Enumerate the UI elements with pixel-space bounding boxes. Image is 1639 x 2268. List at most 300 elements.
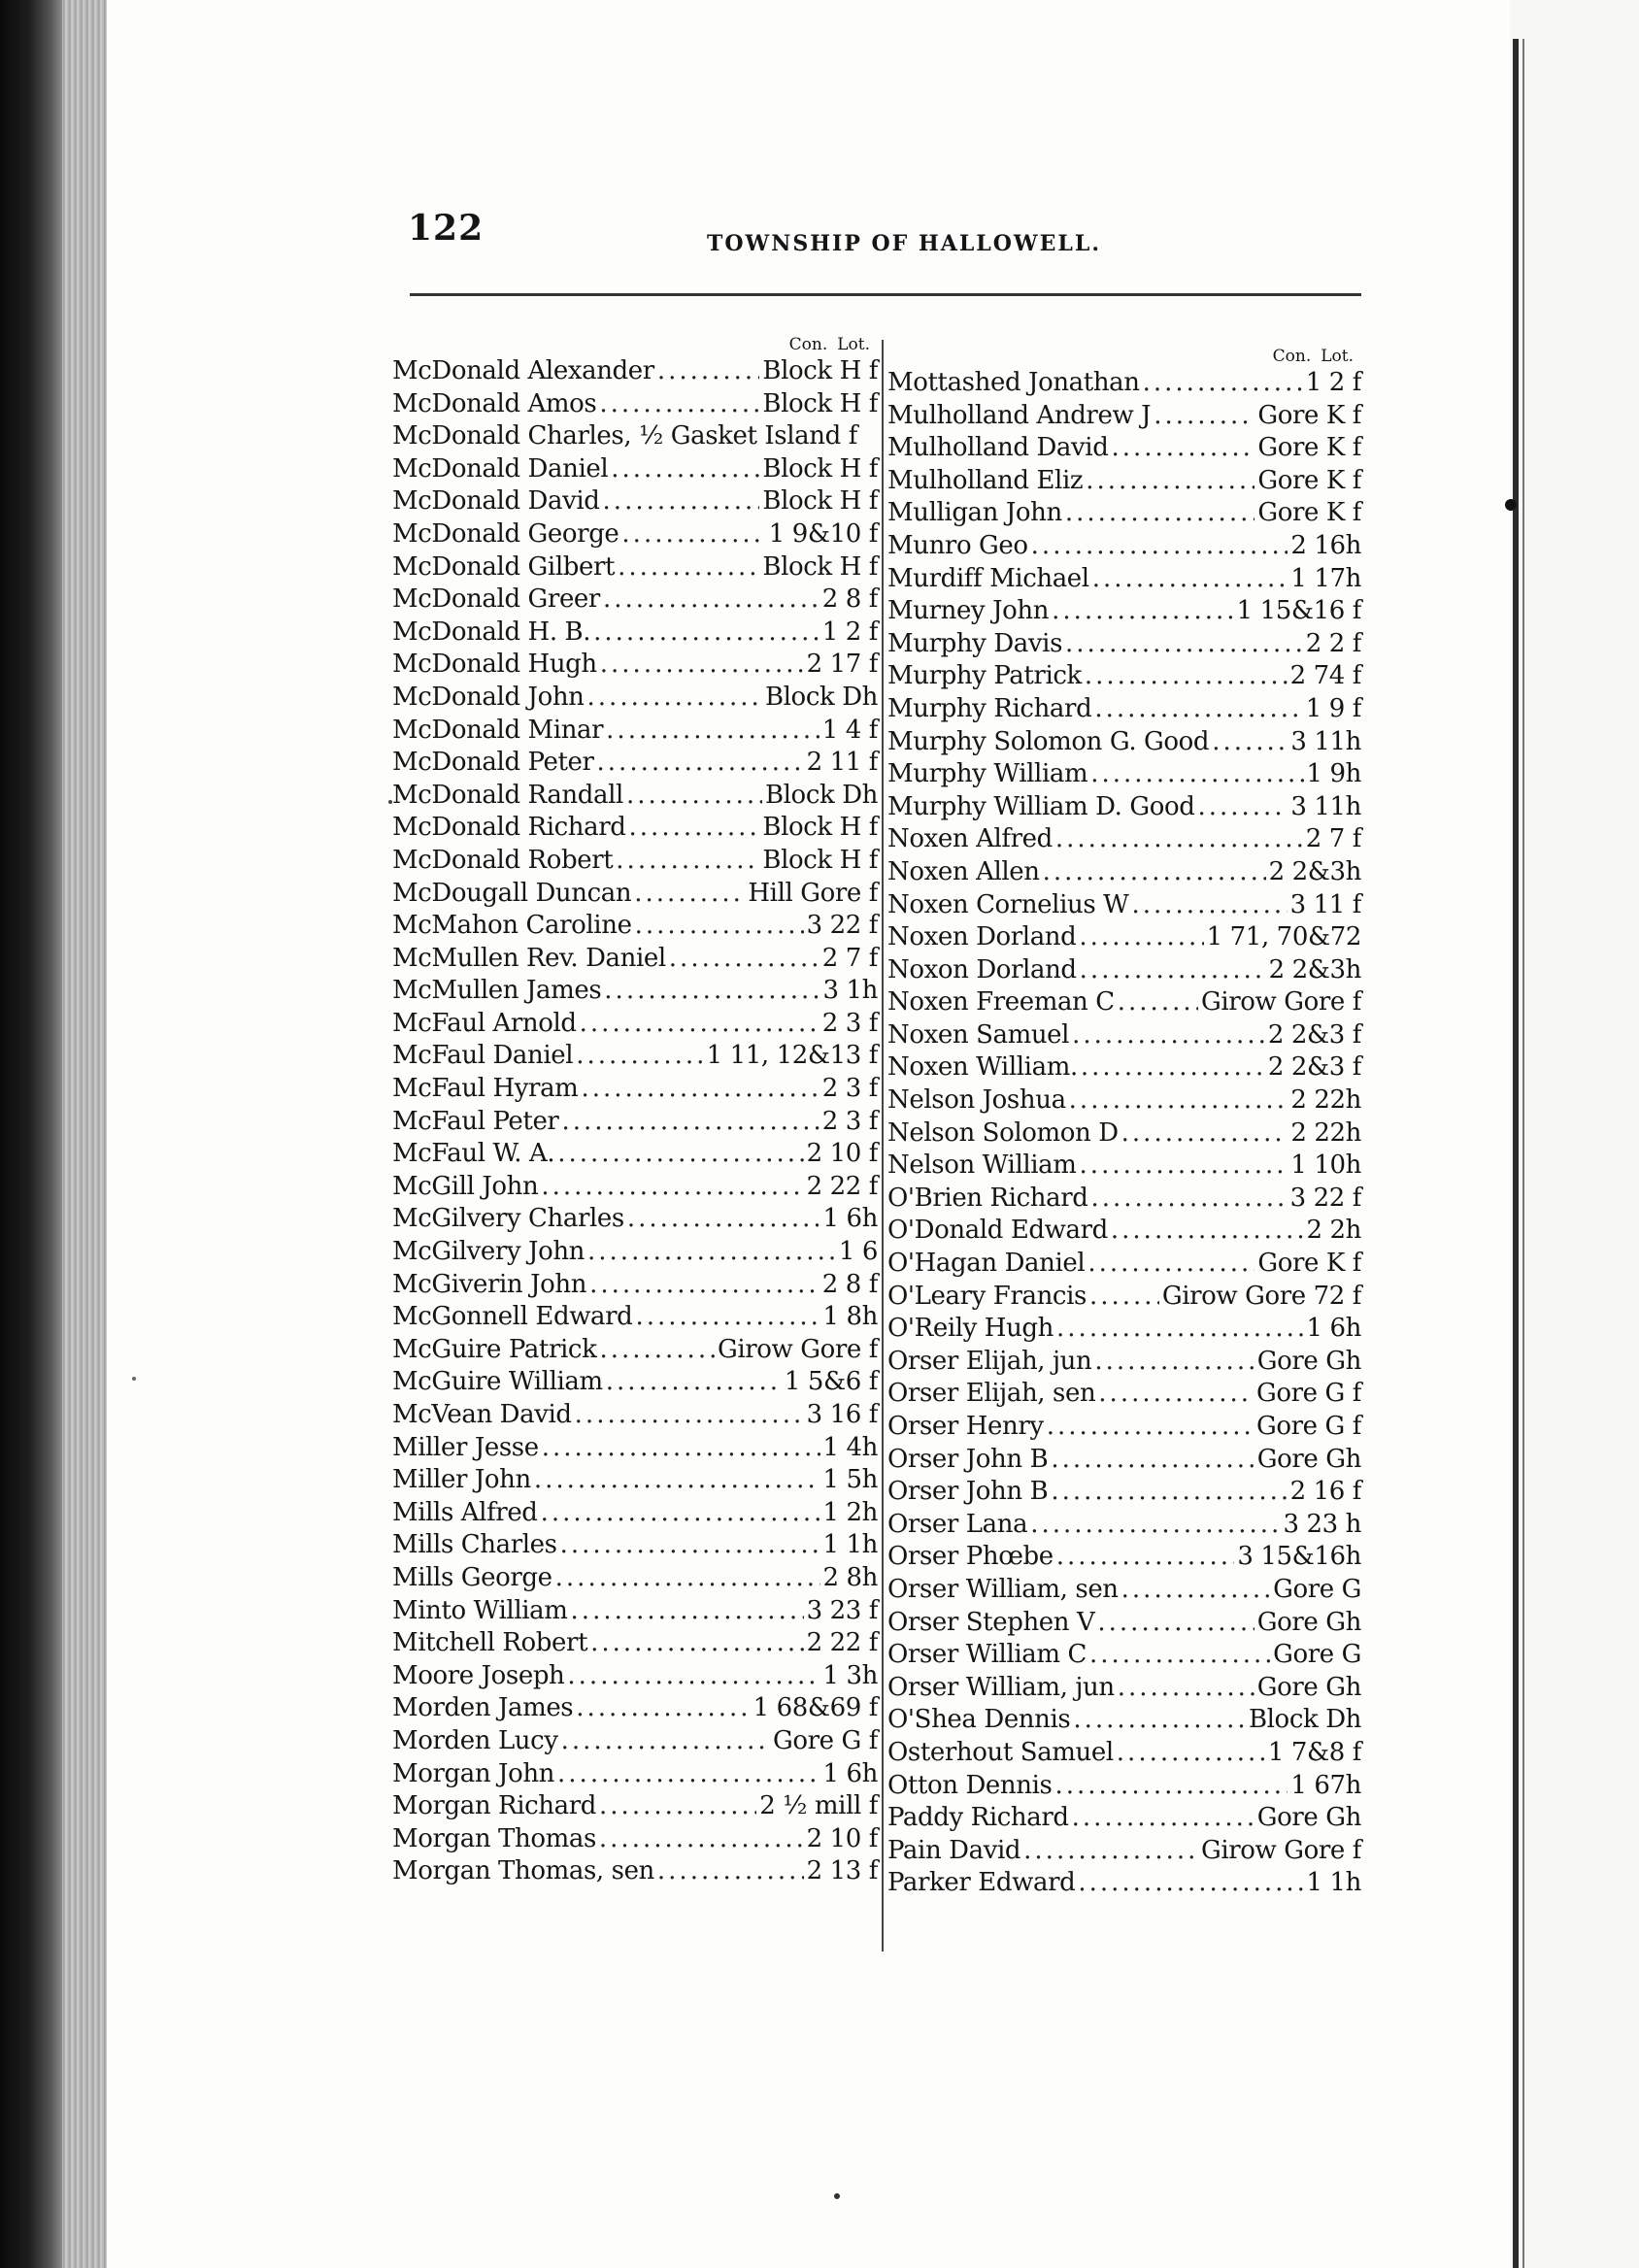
resident-name: Murphy William (887, 759, 1088, 789)
directory-entry (392, 1432, 878, 1465)
leader-dots (1056, 1313, 1303, 1346)
directory-entry (392, 1725, 878, 1758)
resident-name: McDonald Charles, ½ Gasket Island f (392, 421, 857, 451)
leader-dots (599, 1823, 804, 1856)
leader-dots (1089, 1281, 1159, 1314)
concession-lot: 1 6 (838, 1237, 878, 1267)
concession-lot: 2 3 f (821, 1106, 878, 1136)
right-column-header (880, 346, 1361, 367)
concession-lot: Gore Gh (1256, 1346, 1361, 1376)
resident-name: Orser Henry (887, 1412, 1044, 1441)
resident-name: Mulholland David (887, 433, 1109, 463)
resident-name: McDonald Amos (392, 388, 597, 418)
concession-lot: 2 10 f (806, 1823, 878, 1853)
concession-lot: 1 3h (822, 1660, 878, 1690)
right-column (880, 346, 1361, 1900)
directory-entry (880, 921, 1361, 954)
leader-dots (597, 747, 804, 780)
resident-name: Mills Charles (392, 1530, 557, 1560)
resident-name: Otton Dennis (887, 1770, 1053, 1800)
concession-lot: Girow Gore f (717, 1334, 878, 1364)
concession-lot: Block H f (762, 845, 878, 875)
resident-name: Mills Alfred (392, 1497, 538, 1527)
resident-name: Murdiff Michael (887, 563, 1089, 593)
leader-dots (541, 1497, 820, 1530)
leader-dots (1069, 1084, 1288, 1117)
directory-entry (880, 856, 1361, 889)
resident-name: Nelson William (887, 1151, 1077, 1181)
lot-heading: Lot. (837, 335, 870, 354)
concession-lot: 2 16 f (1289, 1477, 1361, 1507)
directory-entry (392, 1040, 878, 1073)
resident-name: Noxen Samuel (887, 1019, 1070, 1050)
resident-name: O'Reily Hugh (887, 1314, 1054, 1344)
concession-lot: 2 8h (822, 1562, 878, 1592)
directory-entry (392, 1660, 878, 1693)
resident-name: Mulholland Andrew J (887, 400, 1152, 430)
leader-dots (1086, 465, 1254, 498)
directory-entry (392, 1366, 878, 1399)
resident-name: Minto William (392, 1595, 568, 1625)
concession-lot: Girow Gore f (1200, 1835, 1361, 1865)
resident-name: McDonald Minar (392, 715, 604, 745)
resident-name: Parker Edward (887, 1868, 1076, 1898)
directory-entry (392, 1497, 878, 1530)
concession-lot: 2 17 f (806, 650, 878, 680)
resident-name: Murney John (887, 596, 1050, 626)
concession-lot: 2 3 f (821, 1074, 878, 1104)
header-rule (410, 293, 1361, 296)
concession-lot: 2 22h (1290, 1085, 1361, 1116)
concession-lot: 3 11h (1290, 726, 1361, 756)
leader-dots (1092, 563, 1288, 596)
concession-lot: Block H f (762, 356, 878, 385)
concession-lot: 3 22 f (1289, 1183, 1361, 1213)
concession-lot: 3 23 f (806, 1595, 878, 1625)
concession-lot: 1 4h (822, 1432, 878, 1462)
resident-name: McVean David (392, 1400, 572, 1429)
leader-dots (1121, 1574, 1270, 1607)
directory-entry (880, 595, 1361, 628)
concession-lot: Girow Gore f (1200, 987, 1361, 1017)
resident-name: McGiverin John (392, 1269, 587, 1299)
directory-entry (392, 845, 878, 878)
leader-dots (1080, 1150, 1288, 1183)
resident-name: McDonald Alexander (392, 356, 654, 385)
leader-dots (1098, 1378, 1254, 1411)
resident-name: O'Shea Dennis (887, 1705, 1071, 1735)
concession-lot: 2 2 f (1305, 628, 1361, 658)
leader-dots (618, 551, 759, 584)
concession-lot: Block Dh (764, 682, 878, 712)
resident-name: McDonald H. B. (392, 617, 591, 647)
resident-name: McGilvery John (392, 1237, 585, 1267)
concession-lot: Girow Gore 72 f (1161, 1281, 1361, 1311)
leader-dots (1118, 986, 1198, 1019)
running-head: TOWNSHIP OF HALLOWELL. (707, 231, 1101, 256)
leader-dots (593, 617, 820, 650)
concession-lot: Gore K f (1257, 433, 1361, 463)
resident-name: Murphy Davis (887, 628, 1063, 658)
leader-dots (657, 355, 760, 388)
leader-dots (1085, 660, 1288, 693)
concession-lot: 1 71, 70&72 (1206, 922, 1361, 952)
resident-name: Miller Jesse (392, 1432, 539, 1462)
leader-dots (576, 1692, 750, 1725)
concession-lot: Gore G f (1256, 1412, 1361, 1441)
concession-lot: 2 2&3 f (1267, 1019, 1361, 1050)
directory-entry (392, 617, 878, 650)
concession-lot: 2 8 f (821, 584, 878, 615)
directory-entry (880, 1313, 1361, 1346)
leader-dots (1065, 497, 1255, 530)
concession-lot: 2 13 f (806, 1856, 878, 1886)
directory-entry (392, 975, 878, 1008)
directory-entry (392, 1855, 878, 1888)
leader-dots (1094, 1346, 1254, 1379)
concession-lot: 2 11 f (806, 748, 878, 778)
right-entry-list (880, 367, 1361, 1900)
concession-lot: 1 10h (1290, 1151, 1361, 1181)
directory-entry (880, 1183, 1361, 1216)
resident-name: Morden James (392, 1693, 574, 1723)
directory-entry (880, 1802, 1361, 1835)
resident-name: Mitchell Robert (392, 1628, 588, 1658)
directory-entry (880, 693, 1361, 726)
resident-name: McDonald Robert (392, 845, 614, 875)
resident-name: Munro Geo (887, 530, 1028, 560)
leader-dots (1097, 1607, 1254, 1640)
leader-dots (635, 910, 804, 943)
directory-entry (880, 726, 1361, 759)
concession-lot: 3 11 f (1289, 889, 1361, 919)
resident-name: Miller John (392, 1465, 531, 1495)
concession-lot: Block Dh (764, 780, 878, 810)
directory-entry (880, 986, 1361, 1019)
left-column-header (392, 334, 878, 355)
concession-lot: 2 ½ mill f (759, 1791, 878, 1821)
concession-lot: 1 5h (822, 1465, 878, 1495)
resident-name: O'Hagan Daniel (887, 1249, 1086, 1279)
resident-name: Orser Elijah, jun (887, 1346, 1092, 1376)
resident-name: Mills George (392, 1562, 552, 1592)
concession-lot: 3 22 f (806, 911, 878, 941)
directory-entry (880, 497, 1361, 530)
leader-dots (1031, 530, 1288, 563)
page-stack-edge (62, 0, 107, 2268)
resident-name: McDonald Peter (392, 748, 594, 778)
directory-entry (392, 1106, 878, 1139)
directory-entry (392, 1399, 878, 1432)
directory-entry (392, 1823, 878, 1856)
directory-entry (880, 530, 1361, 563)
resident-name: McDonald Randall (392, 780, 623, 810)
leader-dots (1094, 693, 1302, 726)
leader-dots (581, 1073, 819, 1106)
concession-lot: 1 67h (1290, 1770, 1361, 1800)
concession-lot: Block Dh (1248, 1705, 1361, 1735)
resident-name: McFaul W. A. (392, 1139, 555, 1169)
resident-name: Mulholland Eliz (887, 465, 1084, 495)
directory-entry (392, 420, 878, 453)
resident-name: Morgan John (392, 1758, 555, 1788)
leader-dots (635, 1301, 820, 1334)
directory-entry (880, 432, 1361, 465)
leader-dots (657, 1855, 804, 1888)
concession-lot: 2 2&3h (1268, 954, 1361, 984)
directory-entry (880, 1411, 1361, 1444)
resident-name: O'Brien Richard (887, 1183, 1088, 1213)
directory-entry (880, 465, 1361, 498)
leader-dots (1054, 1770, 1288, 1803)
directory-entry (880, 367, 1361, 400)
directory-entry (392, 878, 878, 911)
concession-lot: 1 8h (822, 1302, 878, 1332)
resident-name: Orser William, jun (887, 1672, 1115, 1702)
resident-name: Morgan Thomas (392, 1823, 596, 1853)
leader-dots (1143, 367, 1303, 400)
resident-name: McDougall Duncan (392, 878, 632, 908)
directory-entry (392, 1203, 878, 1236)
leader-dots (1117, 1737, 1265, 1770)
directory-entry (880, 1248, 1361, 1281)
concession-lot: 3 23 h (1283, 1509, 1361, 1539)
directory-entry (392, 715, 878, 748)
directory-entry (880, 1541, 1361, 1574)
leader-dots (627, 1203, 820, 1236)
directory-entry (880, 1607, 1361, 1640)
directory-entry (392, 747, 878, 780)
directory-entry (392, 584, 878, 617)
directory-entry (392, 518, 878, 551)
directory-entry (392, 388, 878, 421)
leader-dots (600, 649, 804, 682)
concession-lot: 2 22h (1290, 1117, 1361, 1148)
directory-entry (880, 628, 1361, 661)
directory-entry (392, 1464, 878, 1497)
facing-page-border-thin (1522, 39, 1524, 2268)
leader-dots (1090, 1183, 1287, 1216)
concession-lot: Gore K f (1257, 1249, 1361, 1279)
resident-name: Orser Stephen V (887, 1607, 1095, 1637)
directory-entry (880, 1444, 1361, 1477)
leader-dots (611, 453, 759, 486)
directory-entry (392, 1529, 878, 1562)
concession-lot: Gore G f (1256, 1379, 1361, 1409)
leader-dots (606, 1366, 782, 1399)
directory-entry (880, 1378, 1361, 1411)
leader-dots (599, 1790, 756, 1823)
leader-dots (575, 1399, 804, 1432)
leader-dots (1073, 1704, 1246, 1737)
resident-name: McGuire Patrick (392, 1334, 597, 1364)
facing-page-border (1513, 39, 1519, 2268)
directory-entry (880, 1867, 1361, 1900)
leader-dots (1078, 1867, 1303, 1900)
resident-name: McFaul Hyram (392, 1074, 579, 1104)
leader-dots (1051, 1476, 1287, 1509)
resident-name: McFaul Peter (392, 1106, 559, 1136)
leader-dots (561, 1106, 819, 1139)
directory-entry (880, 1215, 1361, 1248)
concession-lot: 2 16h (1290, 530, 1361, 560)
resident-name: Mulligan John (887, 498, 1062, 528)
resident-name: O'Donald Edward (887, 1216, 1108, 1246)
leader-dots (542, 1432, 820, 1465)
concession-lot: 2 2&3h (1268, 856, 1361, 886)
resident-name: McGill John (392, 1171, 539, 1201)
concession-lot: 2 2h (1306, 1216, 1361, 1246)
resident-name: Noxen Allen (887, 856, 1040, 886)
resident-name: Morgan Richard (392, 1791, 597, 1821)
directory-entry (392, 943, 878, 976)
concession-lot: 1 15&16 f (1236, 596, 1361, 626)
left-column (392, 334, 878, 1888)
concession-lot: 3 15&16h (1237, 1542, 1361, 1572)
directory-entry (880, 1737, 1361, 1770)
leader-dots (587, 1236, 836, 1269)
leader-dots (616, 845, 759, 878)
resident-name: McMullen James (392, 976, 602, 1006)
directory-entry (880, 1019, 1361, 1052)
directory-entry (392, 1008, 878, 1041)
concession-lot: 1 1h (1306, 1868, 1361, 1898)
resident-name: McFaul Arnold (392, 1008, 577, 1038)
concession-lot: 1 1h (822, 1530, 878, 1560)
directory-entry (392, 1790, 878, 1823)
leader-dots (634, 878, 745, 911)
resident-name: McGilvery Charles (392, 1204, 624, 1234)
concession-lot: Gore G (1273, 1640, 1361, 1670)
concession-lot: Gore G f (773, 1725, 878, 1755)
concession-lot: 2 8 f (821, 1269, 878, 1299)
resident-name: McDonald Gilbert (392, 551, 616, 582)
directory-entry (392, 1692, 878, 1725)
con-heading: Con. (788, 335, 828, 354)
resident-name: Noxen William. (887, 1052, 1078, 1083)
resident-name: Osterhout Samuel (887, 1737, 1114, 1767)
resident-name: Orser Phœbe (887, 1542, 1054, 1572)
concession-lot: Gore K f (1257, 400, 1361, 430)
leader-dots (1111, 1215, 1304, 1248)
leader-dots (1111, 432, 1254, 465)
concession-lot: 1 68&69 f (753, 1693, 878, 1723)
resident-name: McDonald Richard (392, 813, 626, 843)
leader-dots (571, 1595, 804, 1628)
leader-dots (1081, 1051, 1265, 1084)
concession-lot: 2 7 f (821, 943, 878, 973)
resident-name: McGonnell Edward (392, 1302, 633, 1332)
concession-lot: 1 9&10 f (768, 518, 878, 549)
concession-lot: Gore Gh (1256, 1672, 1361, 1702)
directory-entry (392, 453, 878, 486)
concession-lot: 2 22 f (806, 1628, 878, 1658)
resident-name: McDonald Hugh (392, 650, 597, 680)
directory-entry (392, 1758, 878, 1791)
directory-entry (880, 889, 1361, 922)
directory-entry (880, 758, 1361, 791)
resident-name: Paddy Richard (887, 1803, 1069, 1833)
concession-lot: 2 2&3 f (1267, 1052, 1361, 1083)
directory-entry (880, 400, 1361, 433)
leader-dots (1118, 1672, 1254, 1705)
leader-dots (1065, 628, 1303, 661)
concession-lot: 1 6h (822, 1204, 878, 1234)
leader-dots (1121, 1117, 1288, 1151)
directory-entry (392, 1334, 878, 1367)
lot-heading: Lot. (1321, 347, 1354, 366)
leader-dots (1131, 889, 1287, 922)
directory-entry (880, 1835, 1361, 1868)
concession-lot: 1 17h (1290, 563, 1361, 593)
directory-entry (880, 954, 1361, 987)
concession-lot: 2 10 f (806, 1139, 878, 1169)
concession-lot: Block H f (762, 486, 878, 517)
concession-lot: 2 74 f (1289, 661, 1361, 691)
directory-entry (880, 1150, 1361, 1183)
directory-entry (880, 1639, 1361, 1672)
leader-dots (567, 1660, 820, 1693)
resident-name: Mottashed Jonathan (887, 368, 1140, 397)
directory-entry (392, 682, 878, 715)
directory-entry (880, 1346, 1361, 1379)
resident-name: McMahon Caroline (392, 911, 632, 941)
leader-dots (621, 518, 765, 551)
resident-name: McDonald George (392, 518, 619, 549)
resident-name: Orser John B (887, 1444, 1049, 1474)
directory-entry (392, 485, 878, 518)
concession-lot: Hill Gore f (748, 878, 878, 908)
directory-entry (392, 1171, 878, 1204)
leader-dots (1090, 758, 1303, 791)
directory-entry (392, 1073, 878, 1106)
resident-name: McDonald Daniel (392, 453, 609, 484)
leader-dots (1030, 1509, 1280, 1542)
concession-lot: Block H f (762, 551, 878, 582)
directory-entry (392, 780, 878, 813)
resident-name: McGuire William (392, 1367, 603, 1397)
resident-name: Orser Lana (887, 1509, 1028, 1539)
directory-entry (880, 1509, 1361, 1542)
concession-lot: Gore Gh (1256, 1607, 1361, 1637)
leader-dots (1047, 1411, 1254, 1444)
resident-name: Murphy Solomon G. Good (887, 726, 1210, 756)
leader-dots (1212, 726, 1288, 759)
directory-entry (392, 551, 878, 584)
directory-entry (392, 1595, 878, 1628)
resident-name: McDonald Greer (392, 584, 600, 615)
directory-entry (880, 1051, 1361, 1084)
concession-lot: 1 2h (822, 1497, 878, 1527)
resident-name: Orser William C (887, 1640, 1087, 1670)
concession-lot: 1 5&6 f (784, 1367, 878, 1397)
leader-dots (1089, 1639, 1270, 1672)
directory-entry (880, 563, 1361, 596)
leader-dots (560, 1529, 820, 1562)
concession-lot: 2 3 f (821, 1008, 878, 1038)
leader-dots (1051, 1444, 1254, 1477)
resident-name: Noxen Cornelius W (887, 889, 1129, 919)
directory-entry (392, 812, 878, 845)
leader-dots (1072, 1802, 1254, 1835)
concession-lot: 2 7 f (1305, 824, 1361, 854)
concession-lot: 3 1h (822, 976, 878, 1006)
con-heading: Con. (1272, 347, 1312, 366)
leader-dots (1052, 595, 1234, 628)
directory-entry (880, 1574, 1361, 1607)
page-number: 122 (408, 208, 485, 249)
resident-name: McDonald John (392, 682, 585, 712)
